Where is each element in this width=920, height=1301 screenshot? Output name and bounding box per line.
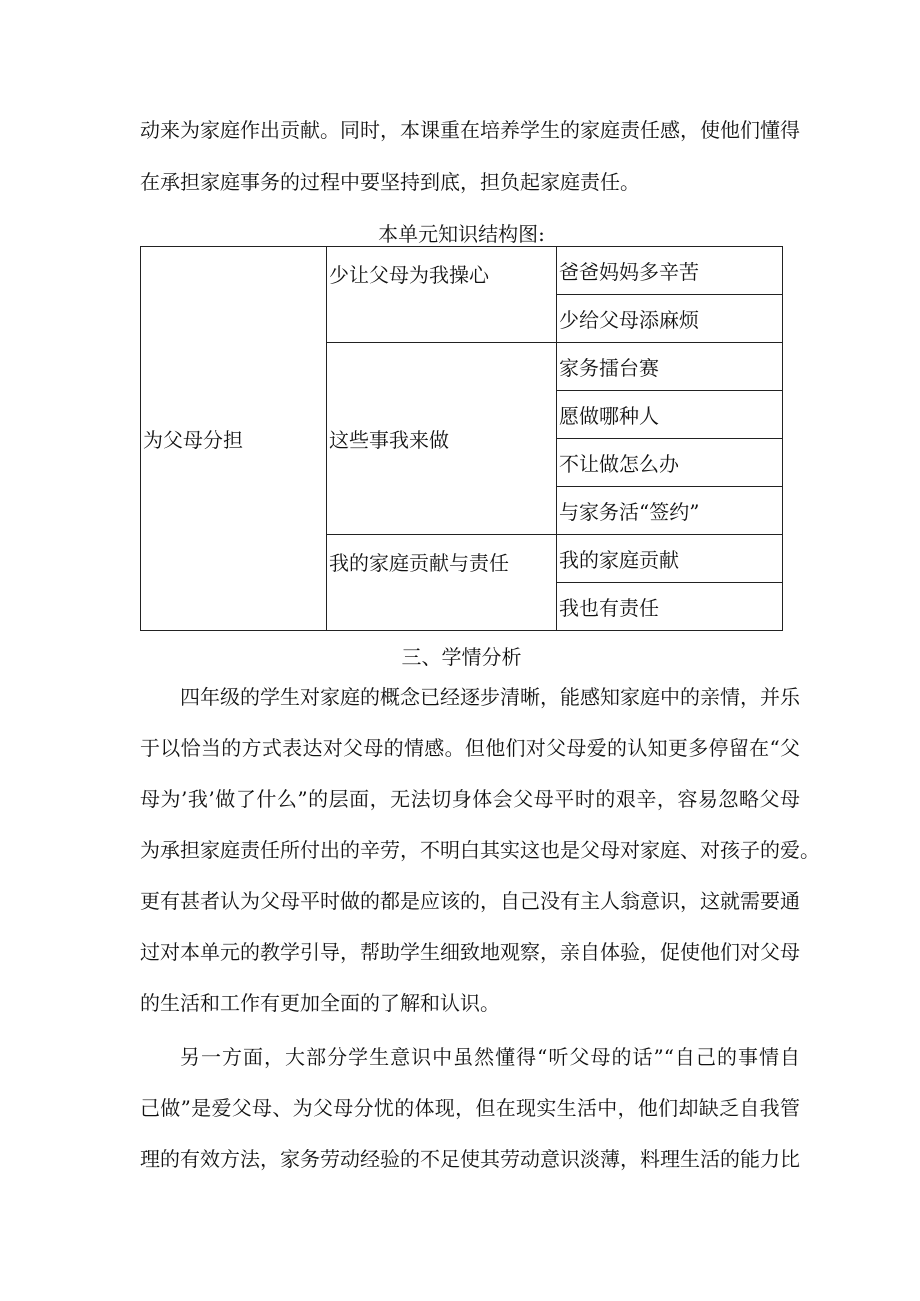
para1-line-7: 的生活和工作有更加全面的了解和认识。 (140, 991, 500, 1015)
item-2-3: 不让做怎么办 (557, 439, 783, 487)
root-cell: 为父母分担 (141, 247, 327, 631)
item-3-2: 我也有责任 (557, 583, 783, 631)
item-2-4: 与家务活“签约” (557, 487, 783, 535)
knowledge-structure-table (140, 246, 783, 631)
item-3-1: 我的家庭贡献 (557, 535, 783, 583)
para1-line-4: 为承担家庭责任所付出的辛劳，不明白其实这也是父母对家庭、对孩子的爱。 (140, 838, 820, 862)
section-heading: 三、学情分析 (401, 645, 522, 669)
item-1-2: 少给父母添麻烦 (557, 295, 783, 343)
para1-line-6: 过对本单元的教学引导，帮助学生细致地观察，亲自体验，促使他们对父母 (140, 940, 800, 964)
para1-line-5: 更有甚者认为父母平时做的都是应该的，自己没有主人翁意识，这就需要通 (140, 889, 800, 913)
item-2-1: 家务擂台赛 (557, 343, 783, 391)
intro-line-2: 在承担家庭事务的过程中要坚持到底，担负起家庭责任。 (140, 170, 640, 194)
para1-line-3: 母为’我’做了什么”的层面，无法切身体会父母平时的艰辛，容易忽略父母 (140, 787, 800, 811)
group-label-1: 少让父母为我操心 (327, 247, 557, 343)
para1-line-1: 四年级的学生对家庭的概念已经逐步清晰，能感知家庭中的亲情，并乐 (180, 685, 800, 709)
group-label-2: 这些事我来做 (327, 343, 557, 535)
group-label-3: 我的家庭贡献与责任 (327, 535, 557, 631)
para1-line-2: 于以恰当的方式表达对父母的情感。但他们对父母爱的认知更多停留在“父 (140, 736, 800, 760)
para2-line-3: 理的有效方法，家务劳动经验的不足使其劳动意识淡薄，料理生活的能力比 (140, 1147, 800, 1171)
item-1-1: 爸爸妈妈多辛苦 (557, 247, 783, 295)
structure-caption: 本单元知识结构图: (378, 222, 545, 246)
para2-line-2: 己做”是爱父母、为父母分忧的体现，但在现实生活中，他们却缺乏自我管 (140, 1096, 800, 1120)
item-2-2: 愿做哪种人 (557, 391, 783, 439)
para2-line-1: 另一方面，大部分学生意识中虽然懂得“听父母的话”“自己的事情自 (180, 1045, 800, 1069)
intro-line-1: 动来为家庭作出贡献。同时，本课重在培养学生的家庭责任感，使他们懂得 (140, 118, 800, 142)
